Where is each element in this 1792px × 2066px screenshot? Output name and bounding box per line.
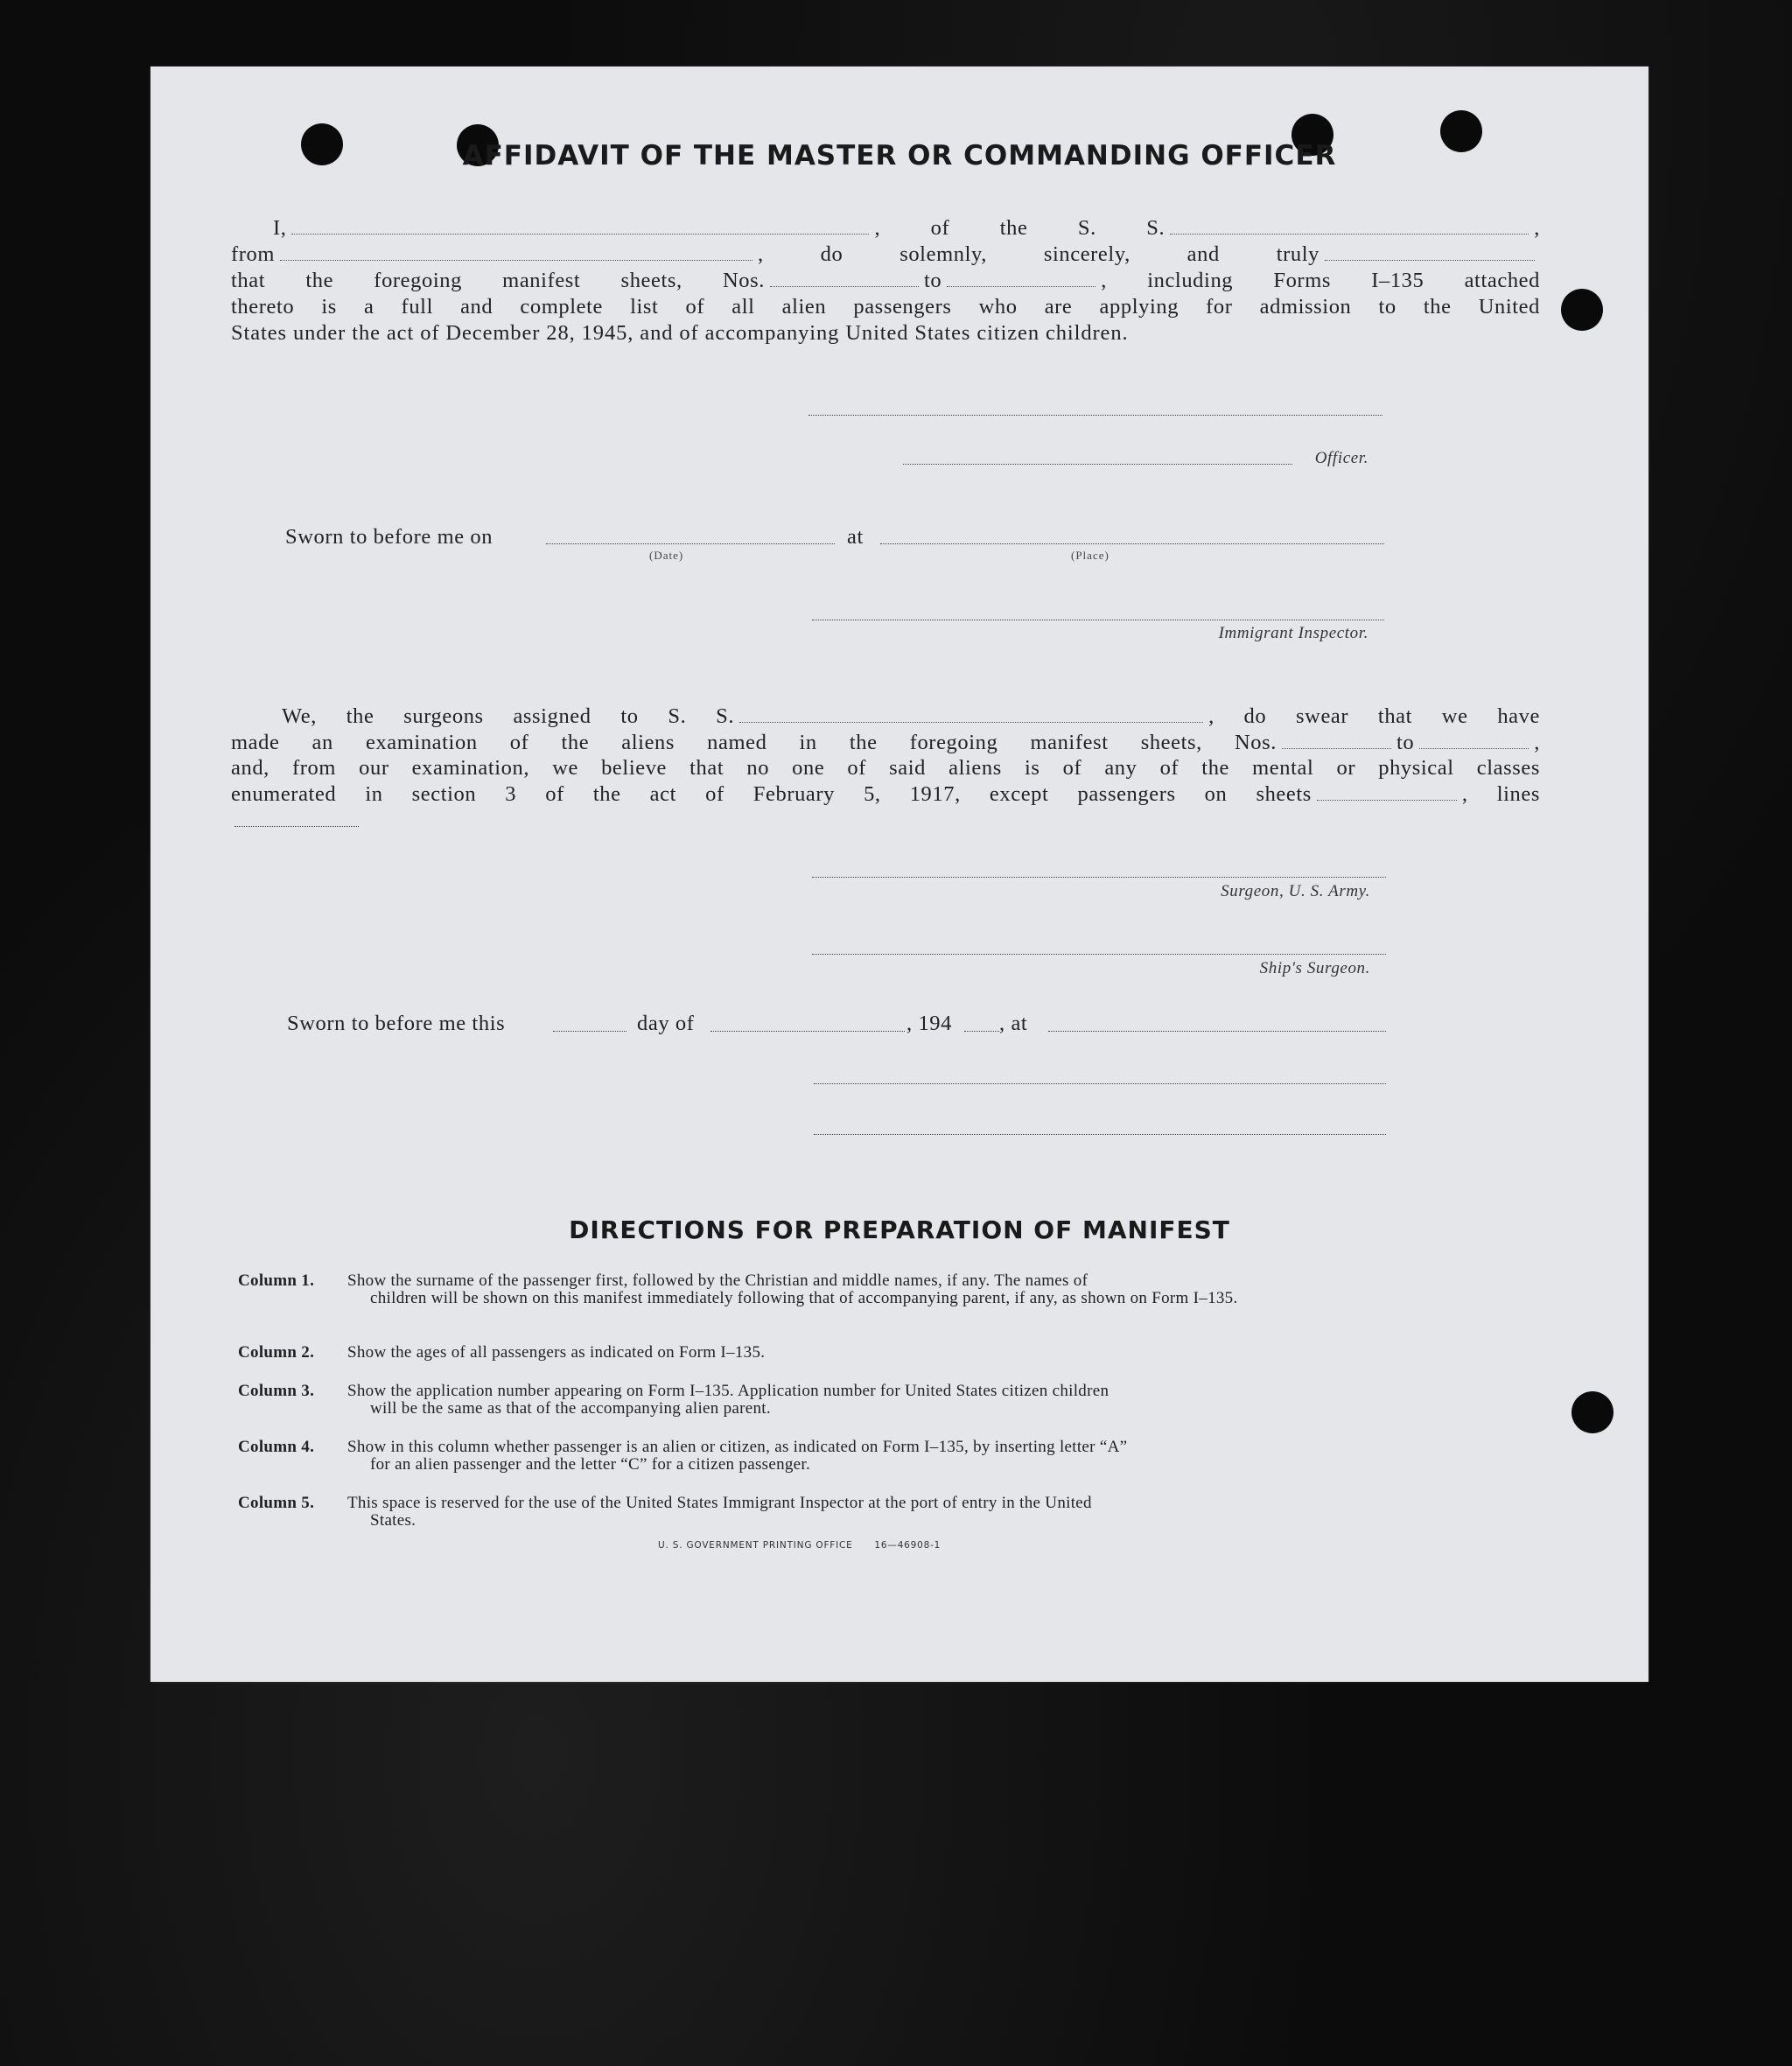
direction-column-label: Column 5. xyxy=(238,1494,315,1512)
affidavit-line-2 xyxy=(231,242,1540,268)
sworn-day-field[interactable] xyxy=(553,1031,626,1032)
sworn-place-field[interactable] xyxy=(880,543,1384,544)
from-label: from xyxy=(231,242,276,266)
sworn-year-field[interactable] xyxy=(964,1031,999,1032)
surgeons-assigned-label: We, the surgeons assigned to S. S. xyxy=(282,704,735,728)
direction-text xyxy=(347,1495,1385,1530)
direction-text-continued: for an alien passenger and the letter “C” for a citizen passenger. xyxy=(370,1455,811,1474)
manifest-sheets-label: that the foregoing manifest sheets, Nos. xyxy=(231,269,765,292)
ships-surgeon-signature-line[interactable] xyxy=(812,954,1386,955)
sworn-before-me-on: Sworn to before me on xyxy=(285,525,494,549)
sworn-second-place-field[interactable] xyxy=(1048,1031,1386,1032)
master-signature-line[interactable] xyxy=(808,415,1382,416)
ship-name-field[interactable] xyxy=(1170,234,1529,235)
surgeons-to-label: to xyxy=(1396,730,1415,754)
direction-text-line: This space is reserved for the use of the United States Immigrant Inspector at the port of entry in the United xyxy=(347,1494,1092,1512)
from-port-field[interactable] xyxy=(280,260,752,261)
surgeons-paragraph xyxy=(231,704,1540,807)
direction-column-1 xyxy=(238,1272,1550,1334)
witness-signature-line-1[interactable] xyxy=(814,1083,1386,1084)
date-sublabel: (Date) xyxy=(649,549,684,562)
except-lines-field[interactable] xyxy=(234,826,359,827)
sworn-month-field[interactable] xyxy=(710,1031,905,1032)
surgeons-line-3: and, from our examination, we believe that no one of said aliens is of any of the mental or physical classes xyxy=(231,756,1540,780)
comma: , xyxy=(1534,216,1540,240)
sworn-date-field[interactable] xyxy=(546,543,835,544)
direction-text-line: Show the surname of the passenger first, followed by the Christian and middle names, if any. The names of xyxy=(347,1271,1088,1290)
truly-field[interactable] xyxy=(1325,260,1535,261)
direction-column-2 xyxy=(238,1344,1550,1367)
affidavit-title: AFFIDAVIT OF THE MASTER OR COMMANDING OFFICER xyxy=(462,140,1337,172)
to-label: to xyxy=(923,269,942,292)
punch-hole-5 xyxy=(1561,289,1603,331)
direction-column-5 xyxy=(238,1495,1550,1533)
surgeons-line-4 xyxy=(231,781,1540,808)
enumerated-label: enumerated in section 3 of the act of February 5, 1917, except passengers on sheets xyxy=(231,781,1312,806)
comma: , xyxy=(1534,730,1540,754)
direction-text xyxy=(347,1383,1385,1418)
surgeons-ship-field[interactable] xyxy=(739,722,1203,723)
master-name-field[interactable] xyxy=(291,234,869,235)
sheet-to-field[interactable] xyxy=(947,286,1096,287)
witness-signature-line-2[interactable] xyxy=(814,1134,1386,1135)
direction-text-continued: will be the same as that of the accompanying alien parent. xyxy=(370,1399,771,1418)
direction-column-4 xyxy=(238,1439,1550,1477)
sworn-at-label: at xyxy=(847,525,864,549)
direction-column-3 xyxy=(238,1383,1550,1421)
direction-column-label: Column 2. xyxy=(238,1343,315,1362)
except-sheets-field[interactable] xyxy=(1317,800,1457,801)
officer-title-line[interactable] xyxy=(903,464,1292,465)
sheet-from-field[interactable] xyxy=(770,286,919,287)
ships-surgeon-label: Ship's Surgeon. xyxy=(1259,959,1370,977)
printing-office-footer: U. S. GOVERNMENT PRINTING OFFICE 16—46908-1 xyxy=(658,1540,942,1551)
solemnly-label: , do solemnly, sincerely, and truly xyxy=(758,242,1320,266)
affidavit-i: I, xyxy=(273,216,287,240)
forms-attached-label: , including Forms I–135 attached xyxy=(1101,269,1540,292)
army-surgeon-signature-line[interactable] xyxy=(812,877,1386,878)
sworn-second-at-label: , at xyxy=(999,1012,1028,1035)
army-surgeon-label: Surgeon, U. S. Army. xyxy=(1221,882,1370,900)
surgeons-line-2 xyxy=(231,730,1540,756)
surgeons-sheet-from-field[interactable] xyxy=(1282,748,1391,749)
direction-text-continued: children will be shown on this manifest immediately following that of accompanying parent, if any, as shown on Form I–135. xyxy=(370,1289,1238,1307)
directions-title: DIRECTIONS FOR PREPARATION OF MANIFEST xyxy=(569,1215,1230,1244)
direction-text-line: Show in this column whether passenger is an alien or citizen, as indicated on Form I–135, by inserting letter “A” xyxy=(347,1438,1128,1456)
direction-text-continued: States. xyxy=(370,1511,416,1530)
affidavit-line-3 xyxy=(231,268,1540,294)
surgeons-line-1 xyxy=(231,704,1540,730)
affidavit-line-4: thereto is a full and complete list of all alien passengers who are applying for admission to the United xyxy=(231,295,1540,319)
direction-column-label: Column 3. xyxy=(238,1382,315,1400)
direction-text xyxy=(347,1439,1385,1474)
do-swear-label: , do swear that we have xyxy=(1208,704,1540,728)
direction-column-label: Column 1. xyxy=(238,1271,315,1290)
immigrant-inspector-label: Immigrant Inspector. xyxy=(1218,624,1368,642)
direction-text xyxy=(347,1272,1385,1307)
punch-hole-6 xyxy=(1572,1391,1614,1433)
year-prefix-label: , 194 xyxy=(906,1012,952,1035)
examination-label: made an examination of the aliens named in the foregoing manifest sheets, Nos. xyxy=(231,730,1277,754)
sworn-before-me-this: Sworn to before me this xyxy=(287,1012,506,1035)
affidavit-line-1 xyxy=(231,215,1540,242)
day-of-label: day of xyxy=(637,1012,695,1035)
lines-label: , lines xyxy=(1461,781,1540,806)
surgeons-sheet-to-field[interactable] xyxy=(1419,748,1529,749)
affidavit-line-5: States under the act of December 28, 1945, and of accompanying United States citizen children. xyxy=(231,321,1129,345)
affidavit-paragraph xyxy=(231,215,1540,347)
direction-text-line: Show the application number appearing on Form I–135. Application number for United States citizen children xyxy=(347,1382,1110,1400)
manifest-form-sheet xyxy=(150,67,1648,1682)
of-the-ss-label: , of the S. S. xyxy=(874,216,1166,240)
direction-column-label: Column 4. xyxy=(238,1438,315,1456)
direction-text-line: Show the ages of all passengers as indicated on Form I–135. xyxy=(347,1343,766,1362)
place-sublabel: (Place) xyxy=(1071,549,1110,562)
officer-label: Officer. xyxy=(1314,449,1368,467)
direction-text xyxy=(347,1344,1385,1362)
